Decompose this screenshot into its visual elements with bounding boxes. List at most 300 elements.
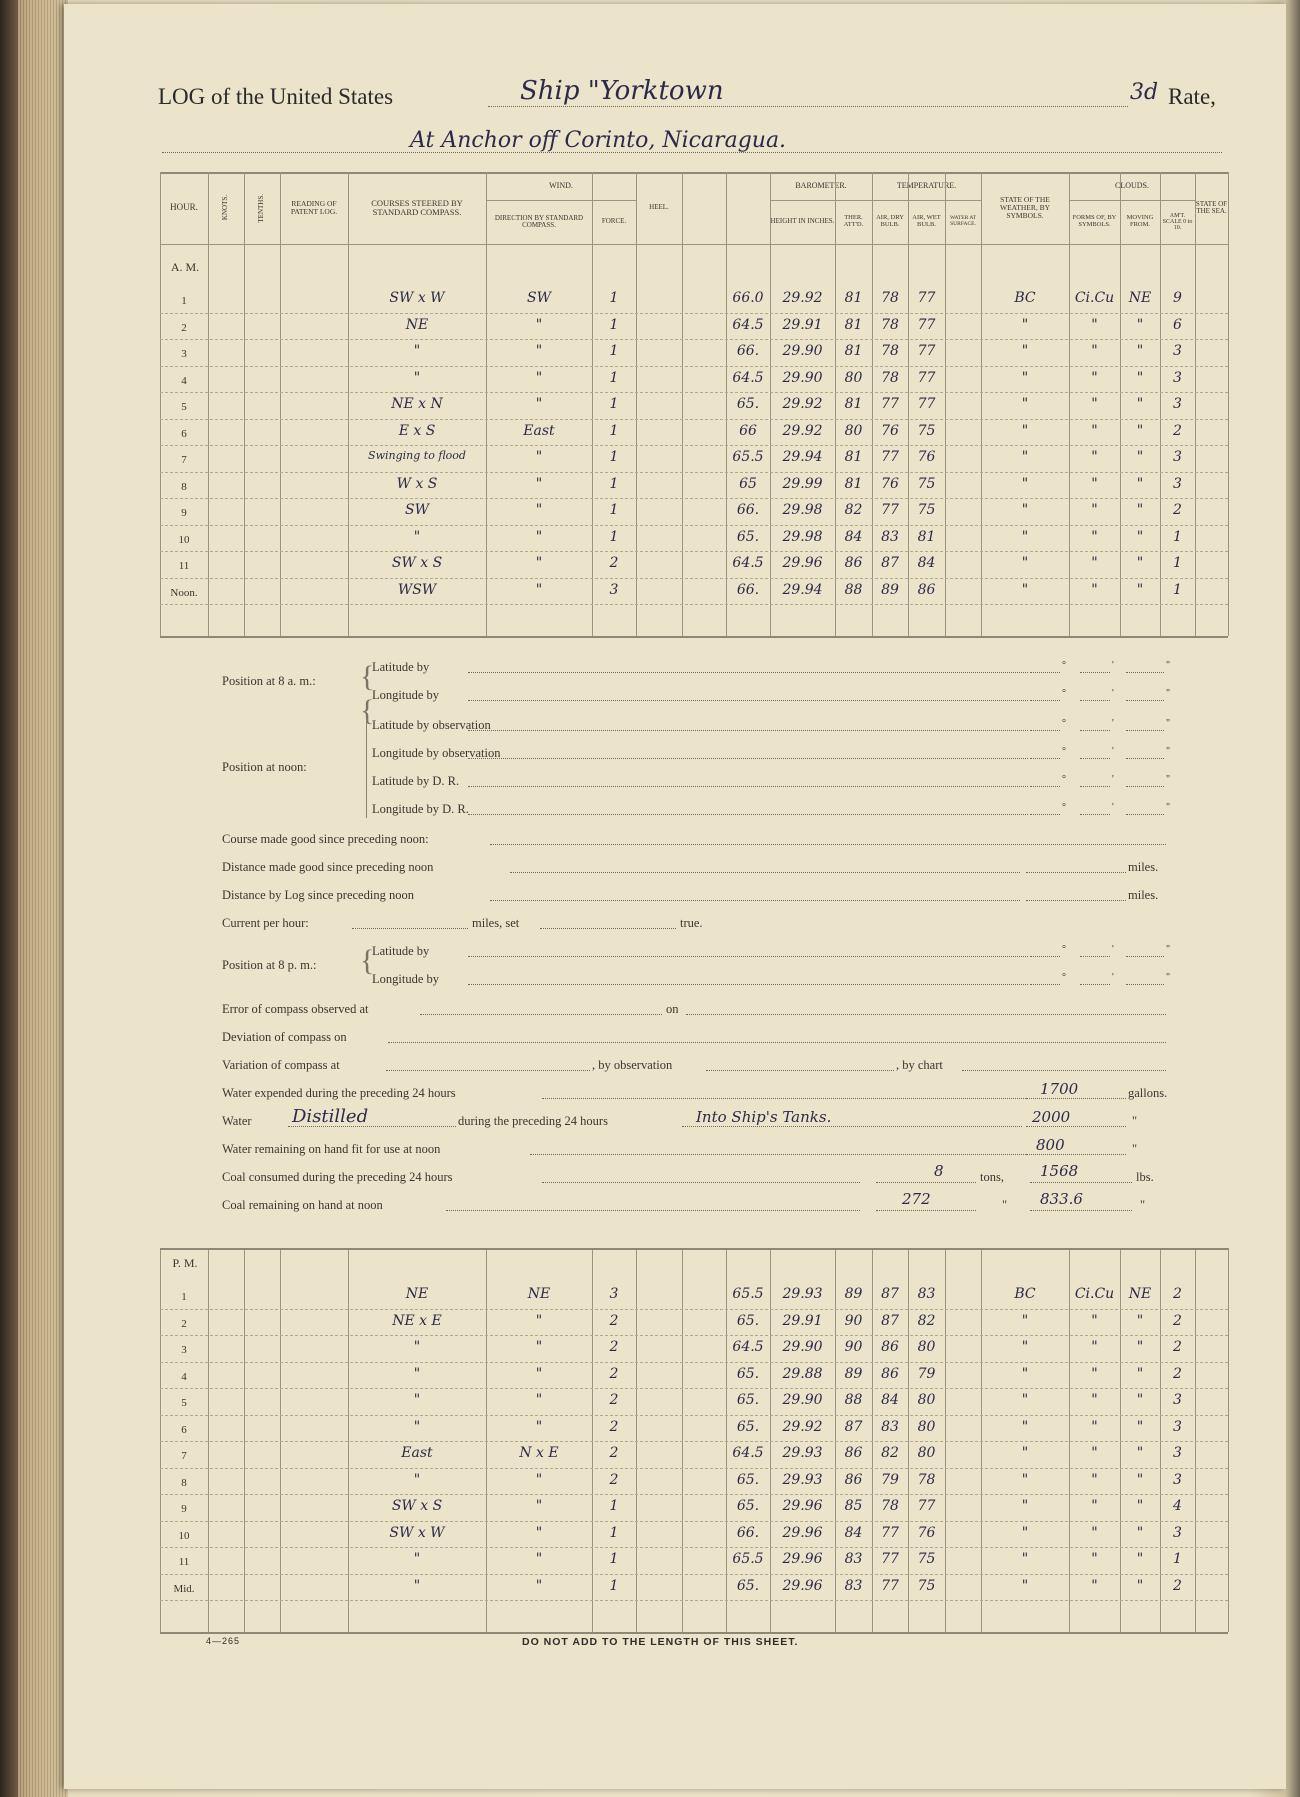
table-row: [0, 1337, 1300, 1364]
cell-forms: ": [1091, 1365, 1098, 1382]
cell-c1: 65.: [736, 1365, 760, 1382]
distance-made-value-rule: [1026, 872, 1126, 873]
table-row: [0, 447, 1300, 474]
lat-8pm-rule: [468, 956, 1028, 957]
cell-amount: 3: [1173, 1445, 1182, 1461]
cell-amount: 2: [1173, 1365, 1182, 1382]
cell-dir: ": [535, 1498, 543, 1514]
lat-obs-rule: [468, 730, 1028, 731]
cell-ther: 82: [844, 502, 863, 518]
cell-forms: ": [1091, 1339, 1098, 1355]
cell-moving: ": [1136, 1551, 1144, 1567]
deviation-rule: [388, 1042, 1166, 1043]
gallons-label: gallons.: [1128, 1086, 1168, 1100]
current-set-rule: [540, 928, 676, 929]
cell-dir: NE: [527, 1286, 551, 1302]
cell-dry: 87: [881, 555, 899, 571]
cell-height: 29.96: [782, 1577, 823, 1594]
cell-force: 1: [609, 1524, 619, 1541]
cell-course: NE x E: [392, 1312, 442, 1329]
cell-amount: 6: [1173, 316, 1182, 333]
cell-hour: 1: [181, 1291, 187, 1303]
cell-c1: 64.5: [732, 1445, 764, 1461]
cell-course: ": [413, 528, 421, 545]
cell-dry: 89: [881, 581, 899, 598]
cell-ther: 86: [844, 1445, 863, 1461]
lon-obs-sec: [1126, 758, 1164, 759]
cell-weather: ": [1021, 1551, 1029, 1567]
cell-moving: ": [1136, 1471, 1144, 1488]
cell-hour: 9: [181, 1503, 187, 1515]
lon-obs-deg: [1030, 758, 1060, 759]
lon-dr-deg-mark: °: [1062, 802, 1066, 813]
table-row: [0, 421, 1300, 448]
cell-amount: 3: [1173, 1418, 1182, 1435]
cell-weather: ": [1021, 316, 1029, 333]
brace-8am: {: [360, 660, 375, 693]
cell-ther: 81: [844, 316, 863, 333]
cell-dir: ": [535, 1471, 543, 1488]
cell-dry: 78: [881, 290, 899, 306]
cell-hour: 5: [181, 401, 187, 413]
water-into-tanks: Into Ship's Tanks.: [696, 1108, 832, 1126]
cell-moving: NE: [1128, 290, 1152, 306]
cell-moving: ": [1136, 502, 1144, 518]
cell-course: SW x S: [391, 555, 443, 571]
cell-dry: 77: [881, 1551, 899, 1567]
cell-wet: 86: [917, 581, 936, 598]
cell-dry: 87: [881, 1286, 899, 1302]
lat-8am-sec-mark: ": [1166, 660, 1171, 671]
cell-c1: 65.: [736, 528, 760, 545]
cell-height: 29.96: [782, 1524, 823, 1541]
lat-8pm-sec: [1126, 956, 1164, 957]
col-heel: HEEL.: [649, 203, 669, 212]
cell-amount: 1: [1173, 555, 1182, 571]
cell-wet: 77: [917, 1498, 936, 1514]
cell-dry: 79: [881, 1471, 899, 1488]
cell-amount: 3: [1173, 1471, 1182, 1488]
cell-height: 29.90: [782, 343, 823, 359]
cell-weather: ": [1021, 1524, 1029, 1541]
cell-ther: 87: [844, 1418, 863, 1435]
cell-weather: ": [1021, 1312, 1029, 1329]
lon-dr-sec: [1126, 814, 1164, 815]
cell-height: 29.98: [782, 502, 823, 518]
cell-course: E x S: [398, 422, 436, 439]
col-height: HEIGHT IN INCHES.: [770, 217, 835, 226]
cell-c1: 65.: [736, 1471, 760, 1488]
lon-by-8am-label: Longitude by: [372, 688, 440, 702]
table-row: [0, 1364, 1300, 1391]
cell-wet: 75: [917, 422, 936, 439]
ship-name: Ship "Yorktown: [520, 76, 724, 106]
cell-wet: 75: [917, 1551, 936, 1567]
col-tenths: [244, 172, 280, 244]
cell-force: 2: [609, 1365, 619, 1382]
current-label: Current per hour:: [222, 916, 309, 930]
cell-c1: 66.: [736, 581, 760, 598]
col-knots: [208, 172, 244, 244]
table-row: [0, 500, 1300, 527]
cell-c1: 65.: [736, 1498, 760, 1514]
cell-dry: 78: [881, 369, 899, 386]
current-rule: [352, 928, 468, 929]
cell-c1: 65.: [736, 1392, 760, 1408]
col-amount: AM'T. SCALE 0 to 10.: [1162, 212, 1193, 232]
cell-hour: 6: [181, 427, 187, 440]
cell-height: 29.92: [782, 290, 823, 306]
cell-dry: 82: [881, 1445, 899, 1461]
cell-force: 2: [609, 1312, 619, 1329]
cell-moving: ": [1136, 1498, 1144, 1514]
lat-obs-sec: [1126, 730, 1164, 731]
cell-amount: 1: [1173, 1551, 1182, 1567]
cell-height: 29.96: [782, 1551, 823, 1567]
cell-dir: ": [535, 555, 543, 571]
lat-dr-deg-mark: °: [1062, 774, 1066, 785]
cell-force: 2: [609, 1339, 619, 1355]
cell-force: 1: [609, 343, 619, 359]
cell-hour: Mid.: [173, 1582, 195, 1595]
cell-weather: ": [1021, 422, 1029, 439]
lon-8pm-sec-mark: ": [1166, 972, 1171, 983]
cell-weather: ": [1021, 555, 1029, 571]
cell-c1: 65: [739, 475, 757, 492]
current-miles-set: miles, set: [472, 916, 520, 930]
cell-c1: 65.5: [732, 1286, 764, 1302]
cell-ther: 90: [844, 1339, 863, 1355]
cell-hour: 9: [181, 507, 187, 519]
coal-remaining-ditto-2: ": [1140, 1198, 1146, 1212]
lon-obs-sec-mark: ": [1166, 746, 1171, 757]
cell-moving: ": [1136, 1445, 1144, 1461]
cell-course: NE: [405, 1286, 429, 1302]
cell-ther: 90: [844, 1312, 863, 1329]
water-during-label: during the preceding 24 hours: [458, 1114, 608, 1128]
table-row: [0, 1496, 1300, 1523]
cell-c1: 64.5: [732, 555, 764, 571]
cell-moving: ": [1136, 316, 1144, 333]
cell-ther: 86: [844, 1471, 863, 1488]
col-tenths-text: TENTHS.: [257, 193, 266, 223]
cell-dir: ": [535, 1418, 543, 1435]
pos-8pm-label: Position at 8 p. m.:: [222, 958, 317, 972]
cell-moving: ": [1136, 396, 1144, 412]
variation-obs-rule: [706, 1070, 894, 1071]
cell-hour: 2: [181, 1317, 187, 1330]
lat-8am-sec: [1126, 672, 1164, 673]
cell-force: 2: [609, 555, 619, 571]
table-row: [0, 527, 1300, 554]
coal-lbs-rule: [1030, 1182, 1132, 1183]
distance-log-label: Distance by Log since preceding noon: [222, 888, 414, 902]
cell-ther: 89: [844, 1286, 863, 1302]
cell-height: 29.93: [782, 1286, 823, 1302]
cell-ther: 80: [844, 369, 863, 386]
water-remaining-rule: [530, 1154, 1026, 1155]
cell-forms: ": [1091, 449, 1098, 465]
cell-dry: 77: [881, 396, 899, 412]
table-row: [0, 1470, 1300, 1497]
table-row: [0, 1549, 1300, 1576]
water-into-rule: [682, 1126, 1022, 1127]
cell-ther: 84: [844, 528, 863, 545]
col-barometer: BAROMETER.: [795, 180, 847, 190]
cell-course: WSW: [397, 581, 437, 598]
cell-c1: 64.5: [732, 1339, 764, 1355]
cell-weather: ": [1021, 1339, 1029, 1355]
lat-dr-sec-mark: ": [1166, 774, 1171, 785]
location-rule: [162, 152, 1222, 153]
distance-made-rule: [510, 872, 1020, 873]
cell-c1: 65.: [736, 1312, 760, 1329]
col-forms: FORMS OF, BY SYMBOLS.: [1072, 214, 1117, 228]
cell-forms: ": [1091, 1418, 1098, 1435]
cell-forms: ": [1091, 475, 1098, 492]
cell-force: 1: [609, 475, 619, 492]
cell-weather: ": [1021, 528, 1029, 545]
section-label: P. M.: [172, 1256, 198, 1270]
coal-consumed-label: Coal consumed during the preceding 24 hours: [222, 1170, 453, 1184]
cell-moving: ": [1136, 422, 1144, 439]
cell-dir: ": [535, 1365, 543, 1382]
col-dry: AIR, DRY BULB.: [876, 214, 904, 228]
cell-force: 1: [609, 528, 619, 545]
cell-ther: 81: [844, 396, 863, 412]
lat-dr-min: [1080, 786, 1110, 787]
lat-8am-min-mark: ': [1112, 660, 1114, 671]
cell-wet: 77: [917, 290, 936, 306]
cell-wet: 77: [917, 369, 936, 386]
lat-8pm-sec-mark: ": [1166, 944, 1171, 955]
cell-force: 1: [609, 1551, 619, 1567]
cell-moving: ": [1136, 1392, 1144, 1408]
table-row: [0, 1311, 1300, 1338]
cell-course: W x S: [396, 475, 438, 492]
lat-by-8pm-label: Latitude by: [372, 944, 430, 958]
cell-forms: ": [1091, 1445, 1098, 1461]
cell-wet: 82: [917, 1312, 936, 1329]
cell-hour: 3: [181, 348, 187, 360]
cell-hour: 4: [181, 1370, 187, 1383]
error-compass-label: Error of compass observed at: [222, 1002, 369, 1016]
lat-8pm-deg: [1030, 956, 1060, 957]
cell-hour: 8: [181, 480, 187, 493]
lon-8pm-rule: [468, 984, 1028, 985]
cell-course: SW: [405, 502, 429, 518]
cell-height: 29.91: [782, 316, 823, 333]
course-made-label: Course made good since preceding noon:: [222, 832, 429, 846]
cell-hour: 3: [181, 1344, 187, 1356]
cell-ther: 85: [844, 1498, 863, 1514]
cell-c1: 65.5: [732, 449, 764, 465]
col-sea: STATE OF THE SEA.: [1195, 199, 1228, 215]
cell-course: ": [413, 1339, 421, 1355]
course-made-rule: [490, 844, 1166, 845]
cell-weather: ": [1021, 1392, 1029, 1408]
coal-remaining-ditto: ": [1002, 1198, 1008, 1212]
cell-dir: ": [535, 502, 543, 518]
cell-height: 29.93: [782, 1471, 823, 1488]
cell-force: 1: [609, 396, 619, 412]
cell-height: 29.93: [782, 1445, 823, 1461]
footer-notice: DO NOT ADD TO THE LENGTH OF THIS SHEET.: [522, 1636, 799, 1648]
cell-amount: 2: [1173, 1286, 1182, 1302]
table-bottom-border: [160, 1632, 1228, 1634]
ship-rate: 3d: [1130, 80, 1159, 105]
cell-weather: ": [1021, 1471, 1029, 1488]
cell-course: ": [413, 369, 421, 386]
table-row: [0, 474, 1300, 501]
distance-log-value-rule: [1026, 900, 1126, 901]
cell-weather: ": [1021, 449, 1029, 465]
lon-8am-sec-mark: ": [1166, 688, 1171, 699]
water-distilled-value-rule: [1026, 1126, 1126, 1127]
cell-dir: East: [523, 422, 555, 439]
lon-8pm-deg-mark: °: [1062, 972, 1066, 983]
pos-8am-label: Position at 8 a. m.:: [222, 674, 316, 688]
log-title: [158, 84, 393, 110]
col-temperature: TEMPERATURE.: [896, 180, 957, 190]
cell-dry: 78: [881, 343, 899, 359]
cell-dir: ": [535, 1392, 543, 1408]
error-compass-on: on: [666, 1002, 679, 1016]
cell-height: 29.96: [782, 1498, 823, 1514]
cell-hour: 2: [181, 321, 187, 334]
lon-dr-deg: [1030, 814, 1060, 815]
cell-wet: 81: [917, 528, 936, 545]
cell-moving: ": [1136, 581, 1144, 598]
cell-c1: 66.0: [732, 290, 764, 306]
water-expended-value: 1700: [1040, 1080, 1079, 1098]
lon-obs-min: [1080, 758, 1110, 759]
cell-height: 29.92: [782, 396, 823, 412]
cell-forms: ": [1091, 396, 1098, 412]
cell-weather: ": [1021, 581, 1029, 598]
cell-wet: 77: [917, 396, 936, 412]
cell-force: 3: [609, 1286, 619, 1302]
cell-c1: 64.5: [732, 316, 764, 333]
cell-height: 29.94: [782, 449, 823, 465]
cell-force: 1: [609, 316, 619, 333]
cell-weather: ": [1021, 1498, 1029, 1514]
pm-top-border: [160, 1248, 1228, 1250]
cell-dir: ": [535, 343, 543, 359]
distance-made-label: Distance made good since preceding noon: [222, 860, 434, 874]
coal-remaining-rule: [446, 1210, 860, 1211]
current-true: true.: [680, 916, 703, 930]
cell-weather: ": [1021, 1418, 1029, 1435]
water-kind-rule: [288, 1126, 456, 1127]
brace-8pm: {: [360, 944, 375, 977]
cell-course: Swinging to flood: [368, 449, 466, 462]
cell-hour: 6: [181, 1423, 187, 1436]
cell-amount: 2: [1173, 502, 1182, 518]
cell-hour: 1: [181, 295, 187, 307]
cell-weather: ": [1021, 1365, 1029, 1382]
cell-height: 29.99: [782, 475, 823, 492]
lat-obs-min-mark: ': [1112, 718, 1114, 729]
cell-dir: N x E: [519, 1445, 559, 1461]
cell-wet: 80: [917, 1418, 936, 1435]
cell-force: 1: [609, 290, 619, 306]
table-row: [0, 1390, 1300, 1417]
cell-course: ": [413, 1418, 421, 1435]
brace-noon: [366, 718, 367, 818]
cell-amount: 2: [1173, 1577, 1182, 1594]
cell-course: East: [401, 1445, 433, 1461]
cell-height: 29.90: [782, 369, 823, 386]
col-knots-text: KNOTS.: [221, 195, 230, 221]
cell-course: SW x S: [391, 1498, 443, 1514]
coal-rem-tons-rule: [876, 1210, 976, 1211]
pos-noon-label: Position at noon:: [222, 760, 307, 774]
cell-dir: ": [535, 1339, 543, 1355]
cell-weather: ": [1021, 369, 1029, 386]
table-row: [0, 1443, 1300, 1470]
cell-ther: 89: [844, 1365, 863, 1382]
cell-dry: 78: [881, 316, 899, 333]
cell-moving: NE: [1128, 1286, 1152, 1302]
lat-8pm-min-mark: ': [1112, 944, 1114, 955]
water-expended-value-rule: [1026, 1098, 1126, 1099]
cell-moving: ": [1136, 449, 1144, 465]
cell-weather: BC: [1014, 1286, 1036, 1302]
cell-dry: 76: [881, 475, 899, 492]
cell-course: ": [413, 1577, 421, 1594]
water-remaining-ditto: ": [1132, 1142, 1138, 1156]
cell-c1: 66.: [736, 502, 760, 518]
cell-weather: ": [1021, 343, 1029, 359]
variation-by-obs: , by observation: [592, 1058, 673, 1072]
cell-hour: 8: [181, 1476, 187, 1489]
cell-dry: 84: [881, 1392, 899, 1408]
cell-force: 2: [609, 1392, 619, 1408]
cell-wet: 77: [917, 343, 936, 359]
cell-dry: 77: [881, 502, 899, 518]
cell-dir: ": [535, 1524, 543, 1541]
water-expended-rule: [542, 1098, 1026, 1099]
lat-obs-min: [1080, 730, 1110, 731]
cell-height: 29.96: [782, 555, 823, 571]
lon-8pm-min: [1080, 984, 1110, 985]
lat-dr-deg: [1030, 786, 1060, 787]
table-row: [0, 1523, 1300, 1550]
cell-force: 3: [609, 581, 619, 598]
cell-moving: ": [1136, 1524, 1144, 1541]
cell-amount: 3: [1173, 369, 1182, 386]
cell-forms: ": [1091, 1551, 1098, 1567]
table-row: [0, 553, 1300, 580]
cell-course: ": [413, 1551, 421, 1567]
cell-moving: ": [1136, 555, 1144, 571]
lat-dr-min-mark: ': [1112, 774, 1114, 785]
cell-amount: 1: [1173, 528, 1182, 545]
cell-force: 1: [609, 449, 619, 465]
cell-amount: 2: [1173, 422, 1182, 439]
table-row: [0, 368, 1300, 395]
cell-height: 29.90: [782, 1392, 823, 1408]
tons-label: tons,: [980, 1170, 1004, 1184]
lat-dr-rule: [468, 786, 1028, 787]
cell-forms: ": [1091, 316, 1098, 333]
cell-course: NE: [405, 316, 429, 333]
cell-wet: 83: [917, 1286, 936, 1302]
cell-course: ": [413, 1392, 421, 1408]
cell-forms: ": [1091, 343, 1098, 359]
cell-forms: ": [1091, 1471, 1098, 1488]
